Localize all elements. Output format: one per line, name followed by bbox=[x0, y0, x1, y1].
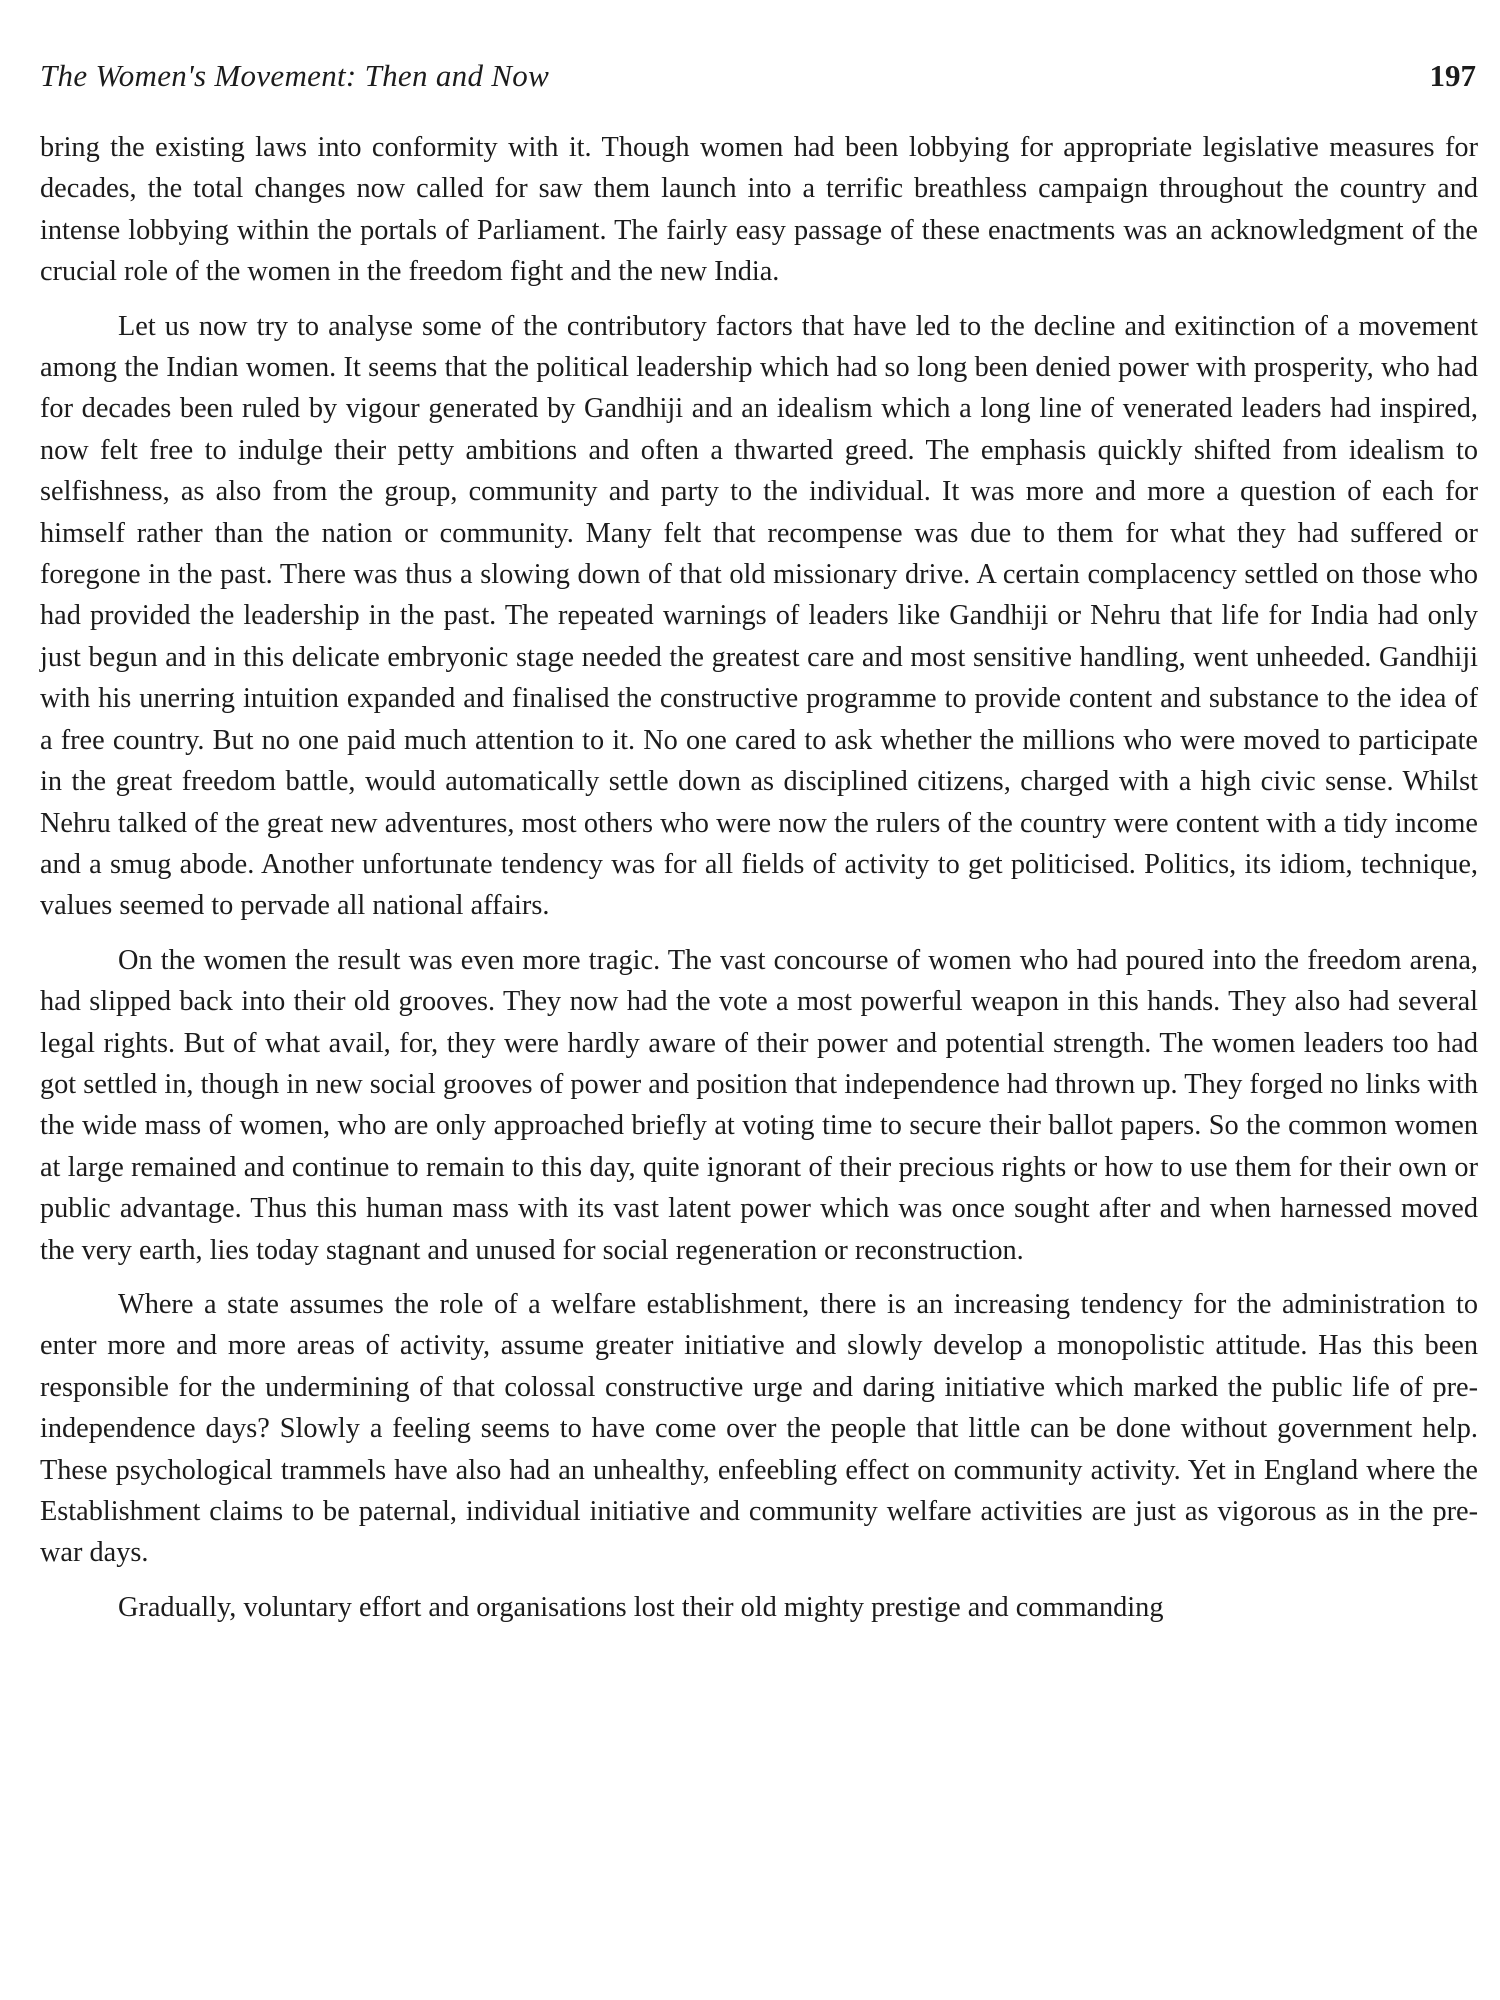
running-header bbox=[40, 58, 1478, 98]
paragraph-decline-factors: Let us now try to analyse some of the contributory factors that have led to the decline and exitinction of a movement among the Indian women. It seems that the political leadership which had so long been denied power with prosperity, who had for decades been ruled by vigour generated by Gandhiji and an idealism which a long line of venerated leaders had inspired, now felt free to indulge their petty ambitions and often a thwarted greed. The emphasis quickly shifted from idealism to selfishness, as also from the group, community and party to the individual. It was more and more a question of each for himself rather than the nation or community. Many felt that recompense was due to them for what they had suffered or foregone in the past. There was thus a slowing down of that old missionary drive. A certain complacency settled on those who had provided the leadership in the past. The repeated warnings of leaders like Gandhiji or Nehru that life for India had only just begun and in this delicate embryonic stage needed the greatest care and most sensitive handling, went unheeded. Gandhiji with his unerring intuition expanded and finalised the constructive programme to provide content and substance to the idea of a free country. But no one paid much attention to it. No one cared to ask whether the millions who were moved to participate in the great freedom battle, would automatically settle down as disciplined citizens, charged with a high civic sense. Whilst Nehru talked of the great new adventures, most others who were now the rulers of the country were content with a tidy income and a smug abode. Another unfortunate tendency was for all fields of activity to get politicised. Politics, its idiom, technique, values seemed to pervade all national affairs. bbox=[40, 310, 1478, 922]
page-number: 197 bbox=[1429, 58, 1476, 93]
paragraph-welfare-state: Where a state assumes the role of a welfare establishment, there is an increasing tendency for the administration to enter more and more areas of activity, assume greater initiative and slowly develop a monopolistic attitude. Has this been responsible for the undermining of that colossal constructive urge and daring initiative which marked the public life of pre-independence days? Slowly a feeling seems to have come over the people that little can be done without government help. These psychological trammels have also had an unhealthy, enfeebling effect on community activity. Yet in England where the Establishment claims to be paternal, individual initiative and community welfare activities are just as vigorous as in the pre-war days. bbox=[40, 1288, 1478, 1569]
body-text bbox=[40, 127, 1478, 1628]
paragraph-voluntary-effort: Gradually, voluntary effort and organisations lost their old mighty prestige and commanding bbox=[118, 1591, 1164, 1623]
paragraph-continued: bring the existing laws into conformity with it. Though women had been lobbying for appropriate legislative measures for decades, the total changes now called for saw them launch into a terrific breathless campaign throughout the country and intense lobbying within the portals of Parliament. The fairly easy passage of these enactments was an acknowledgment of the crucial role of the women in the freedom fight and the new India. bbox=[40, 132, 1478, 288]
paragraph-women-result: On the women the result was even more tragic. The vast concourse of women who had poured into the freedom arena, had slipped back into their old grooves. They now had the vote a most powerful weapon in this hands. They also had several legal rights. But of what avail, for, they were hardly aware of their power and potential strength. The women leaders too had got settled in, though in new social grooves of power and position that independence had thrown up. They forged no links with the wide mass of women, who are only approached briefly at voting time to secure their ballot papers. So the common women at large remained and continue to remain to this day, quite ignorant of their precious rights or how to use them for their own or public advantage. Thus this human mass with its vast latent power which was once sought after and when harnessed moved the very earth, lies today stagnant and unused for social regeneration or reconstruction. bbox=[40, 944, 1478, 1266]
running-title: The Women's Movement: Then and Now bbox=[40, 58, 550, 93]
book-page bbox=[40, 58, 1478, 1641]
